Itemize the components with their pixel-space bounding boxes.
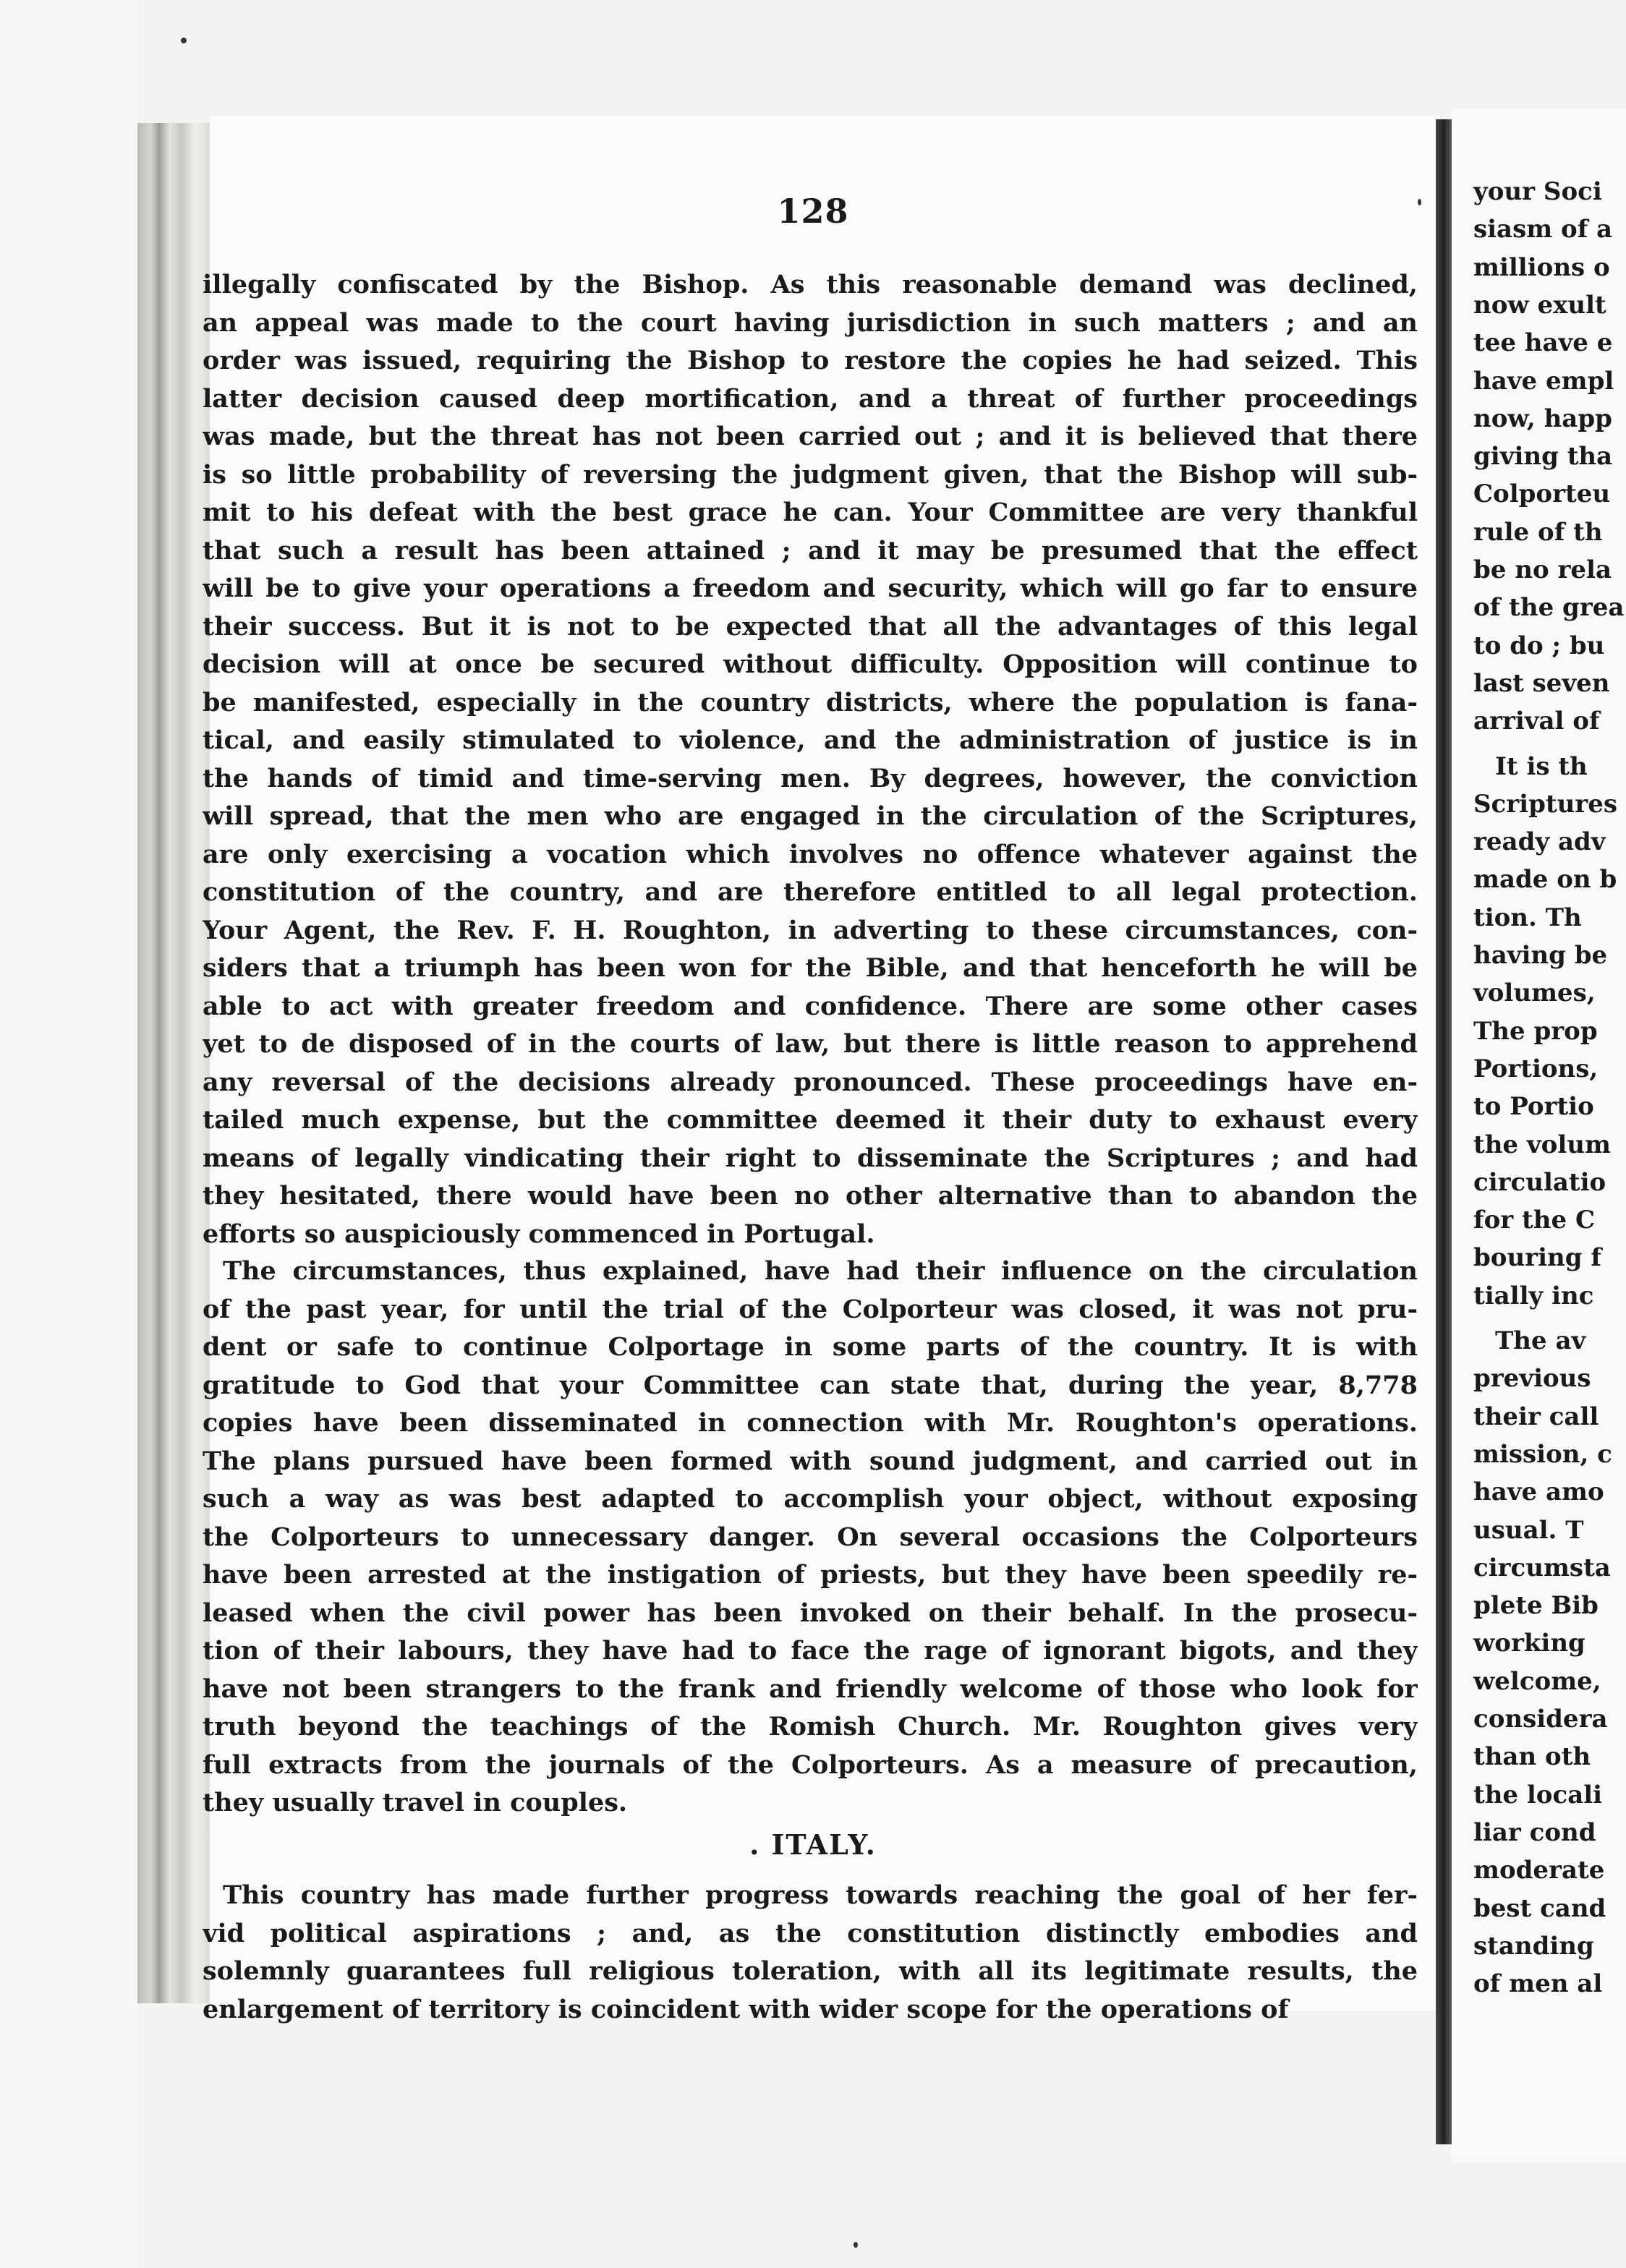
text-line: copies have been disseminated in connection with Mr. Roughton's operations. bbox=[203, 1408, 1418, 1438]
right-page-line: bouring f bbox=[1473, 1243, 1601, 1273]
right-page-line: now, happ bbox=[1473, 404, 1612, 433]
right-page-line: now exult bbox=[1473, 290, 1606, 320]
text-line: vid political aspirations ; and, as the constitution distinctly embodies and bbox=[203, 1918, 1418, 1948]
scan-speck bbox=[1418, 199, 1421, 205]
right-page-line: ready adv bbox=[1473, 827, 1606, 857]
text-line: will spread, that the men who are engaged in the circulation of the Scriptures, bbox=[203, 801, 1418, 831]
text-line: The circumstances, thus explained, have had their influence on the circulation bbox=[223, 1256, 1418, 1286]
right-page-line: circulatio bbox=[1473, 1167, 1606, 1197]
page-edge-stack bbox=[137, 123, 210, 2003]
right-page-line: millions o bbox=[1473, 252, 1610, 282]
text-line: tailed much expense, but the committee deemed it their duty to exhaust every bbox=[203, 1105, 1418, 1135]
text-line: tical, and easily stimulated to violence, and the administration of justice is in bbox=[203, 725, 1418, 755]
paragraph-2 bbox=[203, 1253, 1418, 1822]
text-line: the hands of timid and time-serving men. By degrees, however, the conviction bbox=[203, 763, 1418, 793]
scan-margin bbox=[0, 0, 137, 2268]
text-line: have been arrested at the instigation of priests, but they have been speedily re- bbox=[203, 1560, 1418, 1590]
right-page-line: tially inc bbox=[1473, 1281, 1594, 1310]
right-page-line: the locali bbox=[1473, 1780, 1603, 1809]
right-page-line: arrival of bbox=[1473, 707, 1600, 736]
scan-speck bbox=[181, 38, 187, 43]
text-line: will be to give your operations a freedom and security, which will go far to ensure bbox=[203, 574, 1418, 603]
right-page-line: made on b bbox=[1473, 865, 1617, 895]
right-page-line: liar cond bbox=[1473, 1817, 1596, 1847]
text-line: The plans pursued have been formed with sound judgment, and carried out in bbox=[203, 1446, 1418, 1476]
text-line: the Colporteurs to unnecessary danger. On several occasions the Colporteurs bbox=[203, 1522, 1418, 1552]
text-line: they usually travel in couples. bbox=[203, 1788, 628, 1817]
text-line: order was issued, requiring the Bishop to restore the copies he had seized. This bbox=[203, 346, 1418, 375]
right-page-line: siasm of a bbox=[1473, 215, 1613, 244]
text-line: truth beyond the teachings of the Romish Church. Mr. Roughton gives very bbox=[203, 1712, 1418, 1742]
text-line: is so little probability of reversing the judgment given, that the Bishop will sub- bbox=[203, 459, 1418, 490]
text-line: be manifested, especially in the country districts, where the population is fana- bbox=[203, 687, 1418, 717]
paragraph-3 bbox=[203, 1877, 1418, 2029]
text-line: latter decision caused deep mortification, and a threat of further proceedings bbox=[203, 383, 1418, 414]
right-page-line: have amo bbox=[1473, 1478, 1604, 1507]
right-page-line: be no rela bbox=[1473, 555, 1612, 584]
text-line: are only exercising a vocation which involves no offence whatever against the bbox=[203, 839, 1418, 869]
right-page-line: previous bbox=[1473, 1364, 1591, 1394]
text-line: an appeal was made to the court having jurisdiction in such matters ; and an bbox=[203, 307, 1418, 338]
right-page-line: have empl bbox=[1473, 366, 1614, 396]
text-line: siders that a triumph has been won for the Bible, and that henceforth he will be bbox=[203, 953, 1418, 983]
right-page-line: tee have e bbox=[1473, 328, 1613, 358]
text-line: tion of their labours, they have had to face the rage of ignorant bigots, and they bbox=[203, 1636, 1418, 1666]
right-page-line: giving tha bbox=[1473, 442, 1613, 472]
right-page-line: rule of th bbox=[1473, 517, 1603, 547]
right-page-line: welcome, bbox=[1473, 1666, 1601, 1696]
right-page-line: mission, c bbox=[1473, 1439, 1612, 1469]
text-line: Your Agent, the Rev. F. H. Roughton, in adverting to these circumstances, con- bbox=[203, 915, 1418, 945]
right-page-line: circumsta bbox=[1473, 1553, 1611, 1582]
text-line: means of legally vindicating their right to disseminate the Scriptures ; and had bbox=[203, 1143, 1418, 1173]
right-page-line: to Portio bbox=[1473, 1092, 1594, 1122]
right-page-line: working bbox=[1473, 1629, 1585, 1658]
text-line: able to act with greater freedom and confidence. There are some other cases bbox=[203, 991, 1418, 1021]
text-line: yet to de disposed of in the courts of law, but there is little reason to apprehend bbox=[203, 1029, 1418, 1059]
text-line: solemnly guarantees full religious toleration, with all its legitimate results, the bbox=[203, 1956, 1418, 1986]
text-line: This country has made further progress towards reaching the goal of her fer- bbox=[223, 1880, 1418, 1910]
right-page-line: standing bbox=[1473, 1931, 1594, 1961]
right-page-line: than oth bbox=[1473, 1742, 1591, 1772]
right-page-line: tion. Th bbox=[1473, 903, 1582, 932]
page-number: 128 bbox=[777, 192, 849, 231]
right-page-line: considera bbox=[1473, 1705, 1608, 1734]
text-line: dent or safe to continue Colportage in some parts of the country. It is with bbox=[203, 1332, 1418, 1362]
right-page-line: moderate bbox=[1473, 1856, 1605, 1885]
right-page-line: It is th bbox=[1495, 751, 1588, 781]
text-line: that such a result has been attained ; and it may be presumed that the effect bbox=[203, 535, 1418, 566]
text-line: was made, but the threat has not been carried out ; and it is believed that there bbox=[203, 422, 1418, 451]
right-page-line: volumes, bbox=[1473, 979, 1596, 1008]
right-page-line: to do ; bu bbox=[1473, 631, 1605, 660]
text-line: any reversal of the decisions already pronounced. These proceedings have en- bbox=[203, 1067, 1418, 1097]
right-page-line: their call bbox=[1473, 1402, 1599, 1431]
section-heading-italy: . ITALY. bbox=[749, 1828, 877, 1861]
paragraph-1 bbox=[203, 266, 1418, 1253]
right-page-line: usual. T bbox=[1473, 1515, 1584, 1545]
right-page-line: The prop bbox=[1473, 1016, 1598, 1046]
text-line: illegally confiscated by the Bishop. As this reasonable demand was declined, bbox=[203, 270, 1418, 299]
text-line: gratitude to God that your Committee can state that, during the year, 8,778 bbox=[203, 1370, 1418, 1400]
text-line: their success. But it is not to be expected that all the advantages of this legal bbox=[203, 611, 1418, 641]
text-line: of the past year, for until the trial of the Colporteur was closed, it was not pru- bbox=[203, 1294, 1418, 1324]
right-page-line: plete Bib bbox=[1473, 1591, 1599, 1621]
right-page-line: of the grea bbox=[1473, 593, 1625, 623]
text-line: constitution of the country, and are therefore entitled to all legal protection. bbox=[203, 877, 1418, 907]
right-page-line: having be bbox=[1473, 941, 1608, 970]
text-line: mit to his defeat with the best grace he can. Your Committee are very thankful bbox=[203, 498, 1418, 527]
right-page-line: Scriptures bbox=[1473, 789, 1617, 819]
text-line: enlargement of territory is coincident with wider scope for the operations of bbox=[203, 1994, 1289, 2024]
text-line: decision will at once be secured without difficulty. Opposition will continue to bbox=[203, 649, 1418, 679]
right-page-line: for the C bbox=[1473, 1206, 1596, 1235]
right-page-line: Portions, bbox=[1473, 1054, 1599, 1083]
text-line: have not been strangers to the frank and friendly welcome of those who look for bbox=[203, 1674, 1418, 1704]
right-page-line: The av bbox=[1495, 1326, 1586, 1355]
text-line: full extracts from the journals of the Colporteurs. As a measure of precaution, bbox=[203, 1749, 1418, 1780]
right-page-line: your Soci bbox=[1473, 177, 1602, 206]
text-line: leased when the civil power has been invoked on their behalf. In the prosecu- bbox=[203, 1598, 1418, 1628]
text-line: efforts so auspiciously commenced in Portugal. bbox=[203, 1219, 875, 1249]
right-page-line: the volum bbox=[1473, 1130, 1611, 1159]
text-line: such a way as was best adapted to accomplish your object, without exposing bbox=[203, 1484, 1418, 1514]
right-page-line: last seven bbox=[1473, 668, 1610, 698]
right-page-line: best cand bbox=[1473, 1893, 1606, 1923]
right-page-line: of men al bbox=[1473, 1969, 1603, 1999]
right-page-line: Colporteu bbox=[1473, 479, 1611, 509]
scan-speck bbox=[854, 2242, 858, 2248]
text-line: they hesitated, there would have been no other alternative than to abandon the bbox=[203, 1181, 1418, 1211]
